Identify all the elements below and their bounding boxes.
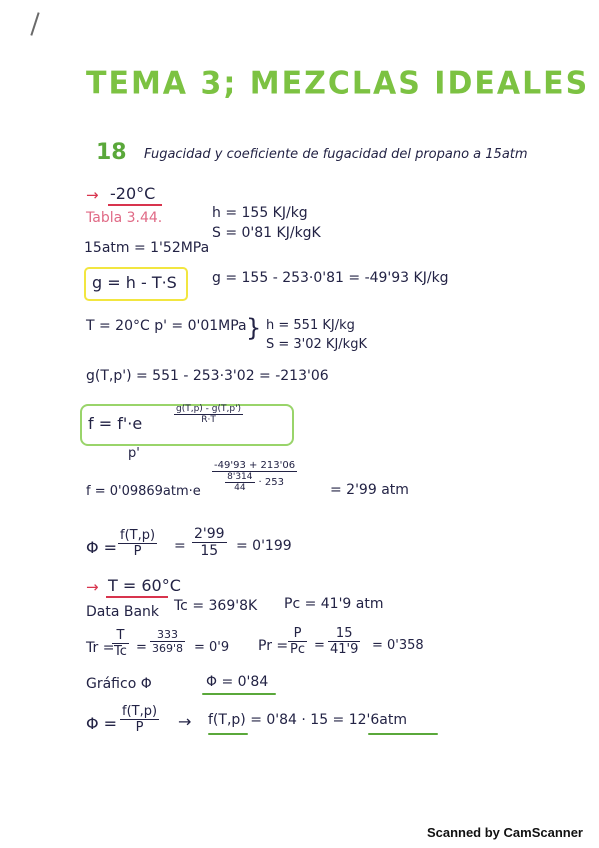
problem-statement: Fugacidad y coeficiente de fugacidad del propano a 15atm [144,147,528,162]
phi-denominator: P [133,544,142,559]
pencil-mark [30,12,39,35]
phi-lhs: Φ = [86,538,118,557]
pr-result: = 0'358 [372,638,424,653]
fugacity-formula-lhs: f = f'·e [88,414,143,433]
critical-pressure: Pc = 41'9 atm [284,596,384,612]
pr-ratio [288,626,307,657]
phi-ratio [118,528,157,559]
tr-value-numerator: 333 [150,628,185,642]
phi-result: = 0'199 [236,538,292,554]
tr-result: = 0'9 [194,640,230,655]
graph-value: Φ = 0'84 [206,674,269,690]
tr-lhs: Tr = [86,640,115,656]
brace-icon: } [246,314,262,342]
fugacity-calc-lhs: f = 0'09869atm·e [86,484,201,499]
graph-value-underline [202,693,276,695]
s-ref: S = 0'81 KJ/kgK [212,225,321,241]
final-lhs: Φ = [86,714,118,733]
fugacity-calc-result: = 2'99 atm [330,482,409,498]
problem-number: 18 [96,140,127,165]
final-f-underline [208,733,248,735]
pr-numerator: P [288,626,307,642]
phi-value-denominator: 15 [200,543,219,559]
fugacity-calc-den-b: 44 [234,483,246,493]
phi-numerator: f(T,p) [120,528,156,543]
critical-temperature: Tc = 369'8K [174,598,258,614]
section2-temp-underline [106,596,168,598]
final-ratio [120,704,159,735]
low-pressure-conditions: T = 20°C p' = 0'01MPa [86,318,247,334]
pr-value-numerator: 15 [328,626,360,642]
section1-arrow: → [86,186,99,204]
fugacity-formula-note: p' [128,446,140,461]
s-low: S = 3'02 KJ/kgK [266,337,367,352]
page-title: TEMA 3; MEZCLAS IDEALES [86,65,590,102]
pr-denominator: Pc [290,642,305,657]
scanner-watermark: Scanned by CamScanner [426,825,583,840]
h-low: h = 551 KJ/kg [266,318,355,333]
pr-lhs: Pr = [258,638,289,654]
fugacity-calc-den-c: · 253 [258,477,284,488]
fugacity-formula-exponent [174,404,243,425]
pr-value-denominator: 41'9 [330,642,359,657]
h-ref: h = 155 KJ/kg [212,205,308,221]
gibbs-calc: g = 155 - 253·0'81 = -49'93 KJ/kg [212,270,449,286]
pr-equals: = [314,638,325,653]
tr-denominator: Tc [114,644,127,659]
tr-ratio [112,628,129,659]
phi-values [192,526,227,559]
tr-equals: = [136,640,147,655]
phi-value-numerator: 2'99 [194,526,225,542]
fugacity-exp-numerator: g(T,p) - g(T,p') [176,404,242,414]
final-result-underline [368,733,438,735]
final-arrow: → [178,712,192,731]
final-result: f(T,p) = 0'84 · 15 = 12'6atm [208,712,408,728]
table-ref: Tabla 3.44. [86,210,163,226]
section1-temp: -20°C [110,184,156,203]
tr-values [150,628,185,655]
section2-temp: T = 60°C [108,576,181,595]
final-numerator: f(T,p) [122,704,158,719]
pr-values [328,626,360,657]
g-low-pressure: g(T,p') = 551 - 253·3'02 = -213'06 [86,368,329,384]
section2-arrow: → [86,578,99,596]
graph-label: Gráfico Φ [86,676,152,692]
section1-temp-underline [108,204,162,206]
fugacity-exp-denominator: R·T [201,415,216,425]
fugacity-calc-denominator [212,472,297,493]
fugacity-calc-exponent [212,460,297,493]
data-source: Data Bank [86,604,160,620]
tr-numerator: T [112,628,129,644]
fugacity-calc-den-a: 8'314 [227,472,253,482]
fugacity-calc-numerator: -49'93 + 213'06 [214,460,296,471]
gibbs-formula: g = h - T·S [92,273,177,292]
pressure-conversion: 15atm = 1'52MPa [84,240,210,256]
final-denominator: P [135,720,144,735]
phi-equals: = [174,538,186,554]
tr-value-denominator: 369'8 [152,642,184,655]
